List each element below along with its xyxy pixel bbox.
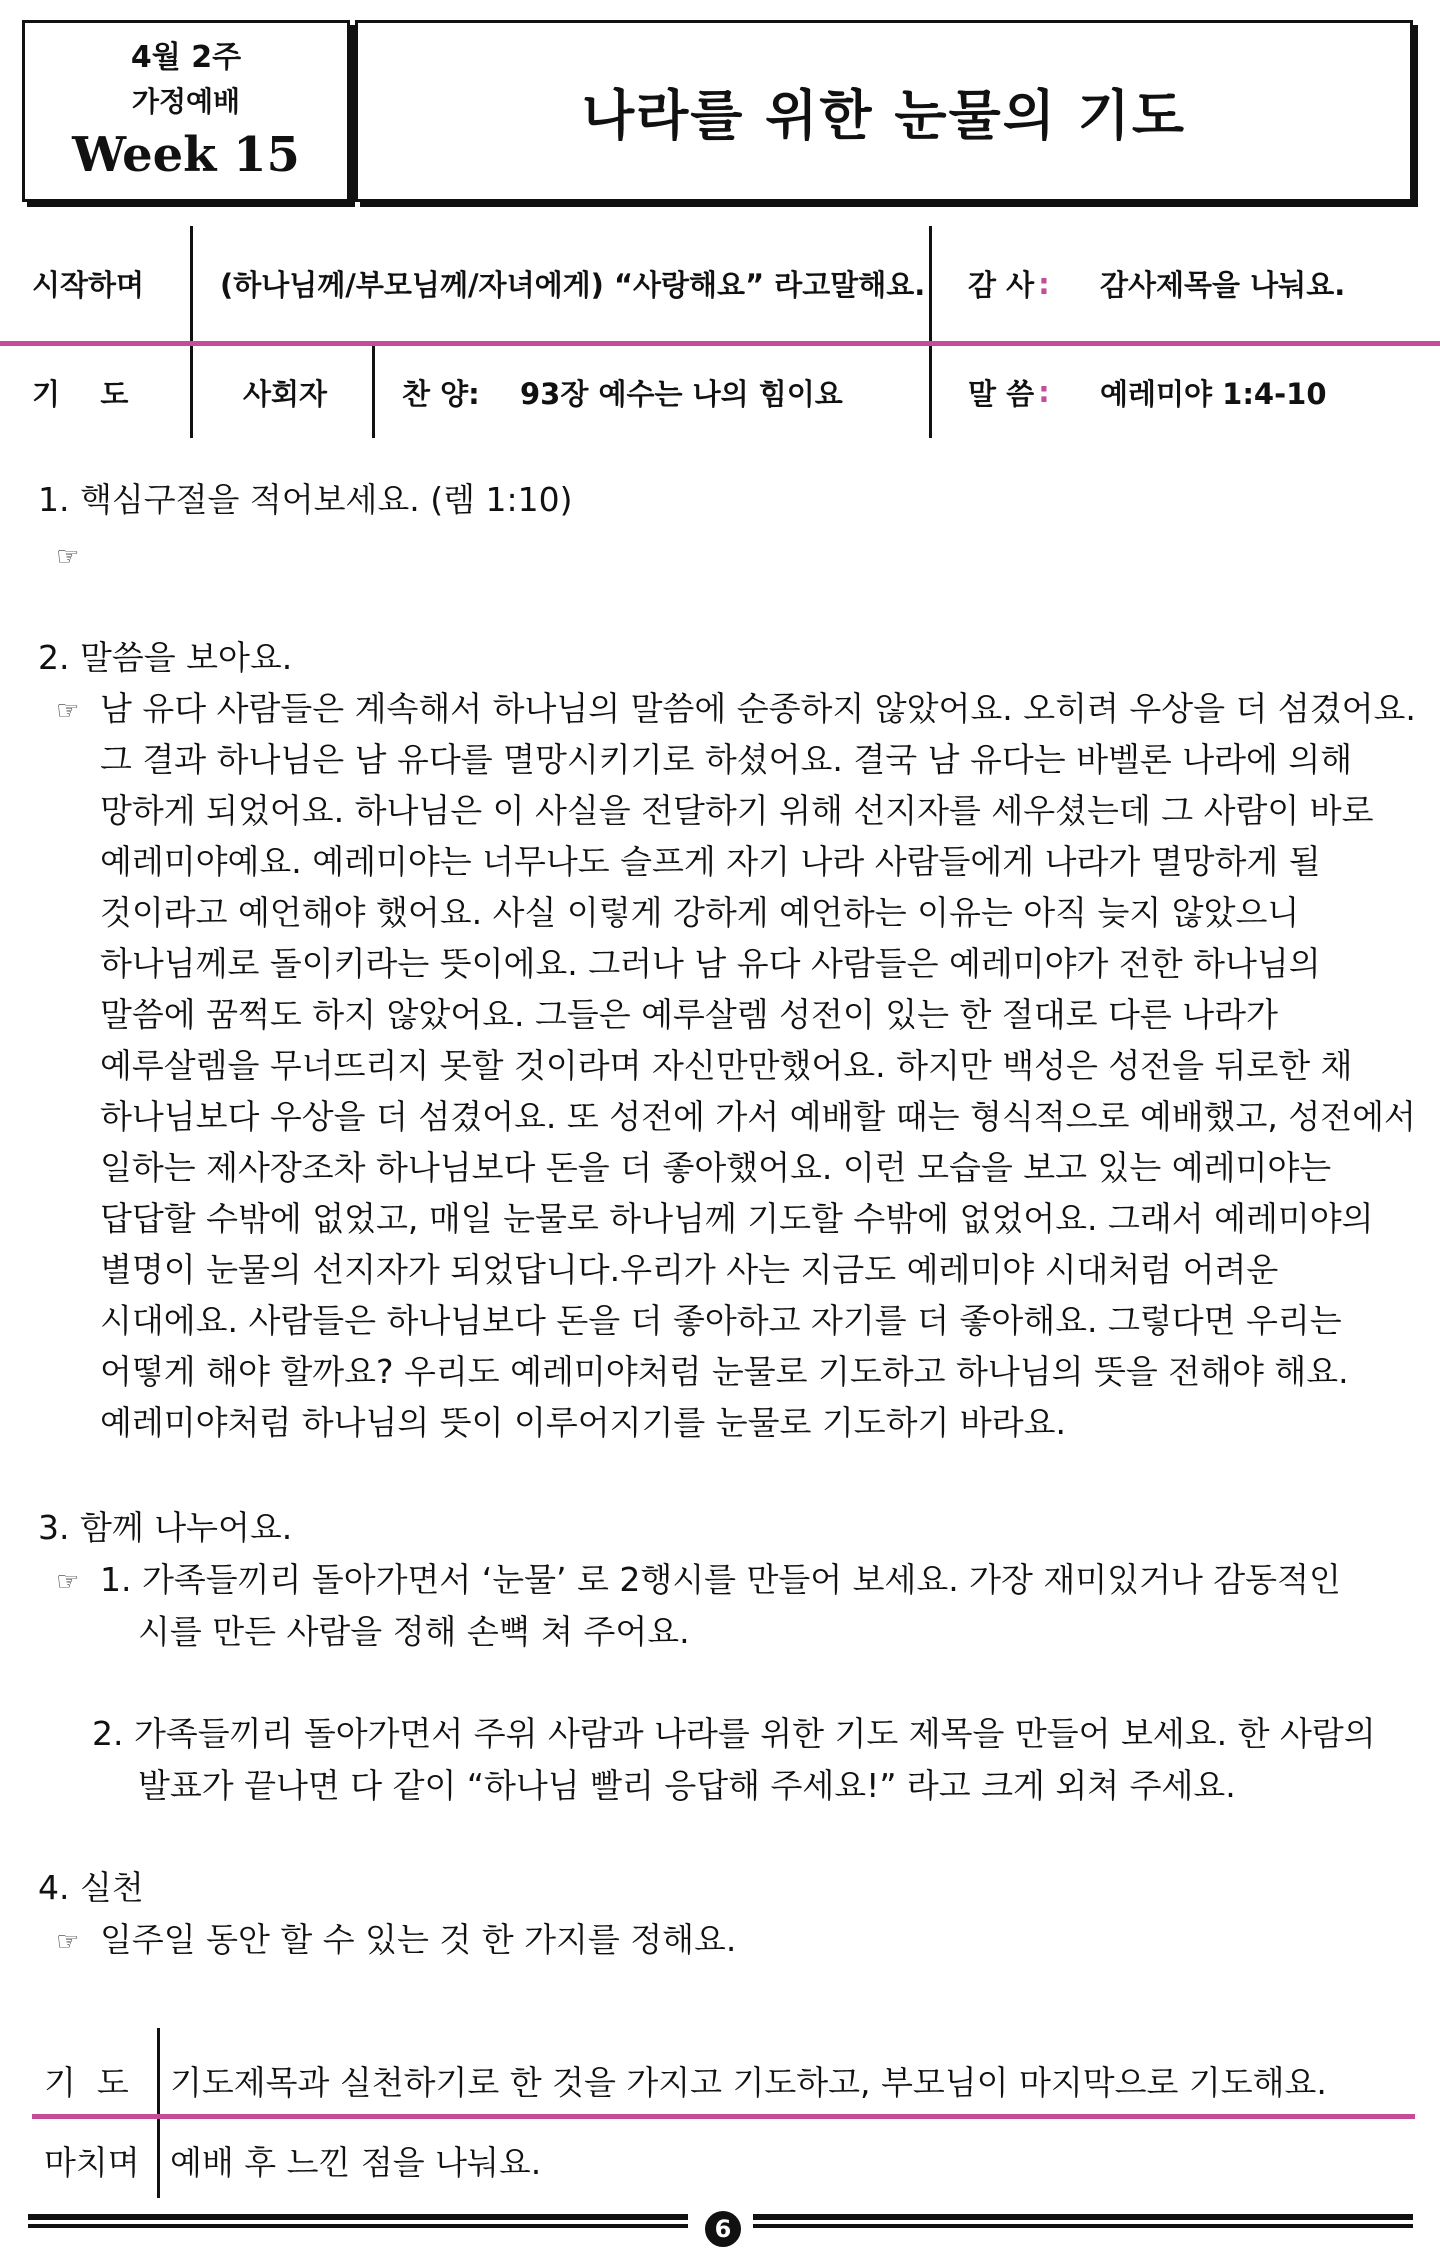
opening-label: 시작하며 xyxy=(32,268,145,302)
closing-table xyxy=(0,2028,1440,2198)
section4-heading: 4. 실천 xyxy=(38,1868,144,1907)
body-line: 시대에요. 사람들은 하나님보다 돈을 더 좋아하고 자기를 더 좋아해요. 그렇다면 우리는 xyxy=(100,1301,1342,1340)
rule-bottom xyxy=(753,2224,1413,2228)
body-line: 예레미야처럼 하나님의 뜻이 이루어지기를 눈물로 기도하기 바라요. xyxy=(100,1403,1067,1442)
month-week: 4월 2주 xyxy=(130,40,242,75)
title-box xyxy=(355,20,1413,202)
word-label: 말 씀 xyxy=(968,376,1035,411)
rule-bottom xyxy=(28,2224,688,2228)
body-line: 남 유다 사람들은 계속해서 하나님의 말씀에 순종하지 않았어요. 오히려 우상을 더 섬겼어요. xyxy=(100,689,1416,728)
body-line: 그 결과 하나님은 남 유다를 멸망시키기로 하셨어요. 결국 남 유다는 바벨론 나라에 의해 xyxy=(100,740,1353,779)
divider xyxy=(372,344,375,438)
pointer-icon: ☞ xyxy=(56,1927,80,1957)
rule-top xyxy=(753,2214,1413,2220)
page-footer-bar xyxy=(28,2212,1413,2243)
thanks-label-cell: 감 사 : xyxy=(968,226,1050,341)
opening-text: (하나님께/부모님께/자녀에게) “사랑해요” 라고말해요. xyxy=(220,268,926,302)
rule-top xyxy=(28,2214,688,2220)
word-label-cell: 말 씀 : xyxy=(968,346,1050,438)
pointer-icon: ☞ xyxy=(56,696,80,726)
practice-text: 일주일 동안 할 수 있는 것 한 가지를 정해요. xyxy=(100,1920,737,1959)
divider xyxy=(157,2028,160,2198)
activity-2-line: 2. 가족들끼리 돌아가면서 주위 사람과 나라를 위한 기도 제목을 만들어 보세요. 한 사람의 xyxy=(92,1714,1376,1753)
thanks-text: 감사제목을 나눠요. xyxy=(1100,268,1346,302)
page-title: 나라를 위한 눈물의 기도 xyxy=(581,83,1187,147)
body-line: 별명이 눈물의 선지자가 되었답니다.우리가 사는 지금도 예레미야 시대처럼 어려운 xyxy=(100,1250,1279,1289)
prayer-label: 기 도 xyxy=(44,2062,129,2102)
divider xyxy=(929,226,932,438)
hymn-label: 찬 양: xyxy=(402,376,480,411)
service-name: 가정예배 xyxy=(131,85,241,118)
pointer-icon: ☞ xyxy=(56,542,80,572)
leader-label: 사회자 xyxy=(243,376,328,411)
body-line: 하나님께로 돌이키라는 뜻이에요. 그러나 남 유다 사람들은 예레미야가 전한 하나님의 xyxy=(100,944,1321,983)
prayer-text: 기도제목과 실천하기로 한 것을 가지고 기도하고, 부모님이 마지막으로 기도해요. xyxy=(170,2062,1327,2102)
section3-heading: 3. 함께 나누어요. xyxy=(38,1508,293,1547)
closing-text: 예배 후 느낀 점을 나눠요. xyxy=(170,2142,542,2182)
body-line: 것이라고 예언해야 했어요. 사실 이렇게 강하게 예언하는 이유는 아직 늦지 않았으니 xyxy=(100,893,1300,932)
body-line: 예레미야예요. 예레미야는 너무나도 슬프게 자기 나라 사람들에게 나라가 멸망하게 될 xyxy=(100,842,1321,881)
prayer-label: 기 도 xyxy=(32,376,129,411)
page-number: 6 xyxy=(702,2208,744,2250)
body-line: 망하게 되었어요. 하나님은 이 사실을 전달하기 위해 선지자를 세우셨는데 그 사람이 바로 xyxy=(100,791,1374,830)
week-box xyxy=(22,20,350,202)
body-line: 일하는 제사장조차 하나님보다 돈을 더 좋아했어요. 이런 모습을 보고 있는 예레미야는 xyxy=(100,1148,1332,1187)
section1-heading: 1. 핵심구절을 적어보세요. (렘 1:10) xyxy=(38,480,573,519)
activity-1-line: 시를 만든 사람을 정해 손뼉 쳐 주어요. xyxy=(138,1612,690,1651)
body-line: 답답할 수밖에 없었고, 매일 눈물로 하나님께 기도할 수밖에 없었어요. 그래서 예레미야의 xyxy=(100,1199,1374,1238)
activity-2-line: 발표가 끝나면 다 같이 “하나님 빨리 응답해 주세요!” 라고 크게 외쳐 주세요. xyxy=(138,1766,1236,1805)
body-line: 예루살렘을 무너뜨리지 못할 것이라며 자신만만했어요. 하지만 백성은 성전을 뒤로한 채 xyxy=(100,1046,1353,1085)
word-text: 예레미야 1:4-10 xyxy=(1100,376,1327,411)
closing-label: 마치며 xyxy=(44,2142,140,2182)
thanks-label: 감 사 xyxy=(968,268,1035,302)
worship-order-table xyxy=(0,226,1440,440)
hymn-text: 93장 예수는 나의 힘이요 xyxy=(520,376,843,411)
body-line: 어떻게 해야 할까요? 우리도 예레미야처럼 눈물로 기도하고 하나님의 뜻을 전해야 해요. xyxy=(100,1352,1349,1391)
activity-1-line: 1. 가족들끼리 돌아가면서 ‘눈물’ 로 2행시를 만들어 보세요. 가장 재미있거나 감동적인 xyxy=(100,1560,1341,1599)
row-divider xyxy=(32,2114,1415,2119)
pointer-icon: ☞ xyxy=(56,1567,80,1597)
week-number: Week 15 xyxy=(72,127,300,183)
divider xyxy=(190,226,193,438)
body-line: 하나님보다 우상을 더 섬겼어요. 또 성전에 가서 예배할 때는 형식적으로 예배했고, 성전에서 xyxy=(100,1097,1416,1136)
section2-heading: 2. 말씀을 보아요. xyxy=(38,638,293,677)
body-line: 말씀에 꿈쩍도 하지 않았어요. 그들은 예루살렘 성전이 있는 한 절대로 다른 나라가 xyxy=(100,995,1278,1034)
